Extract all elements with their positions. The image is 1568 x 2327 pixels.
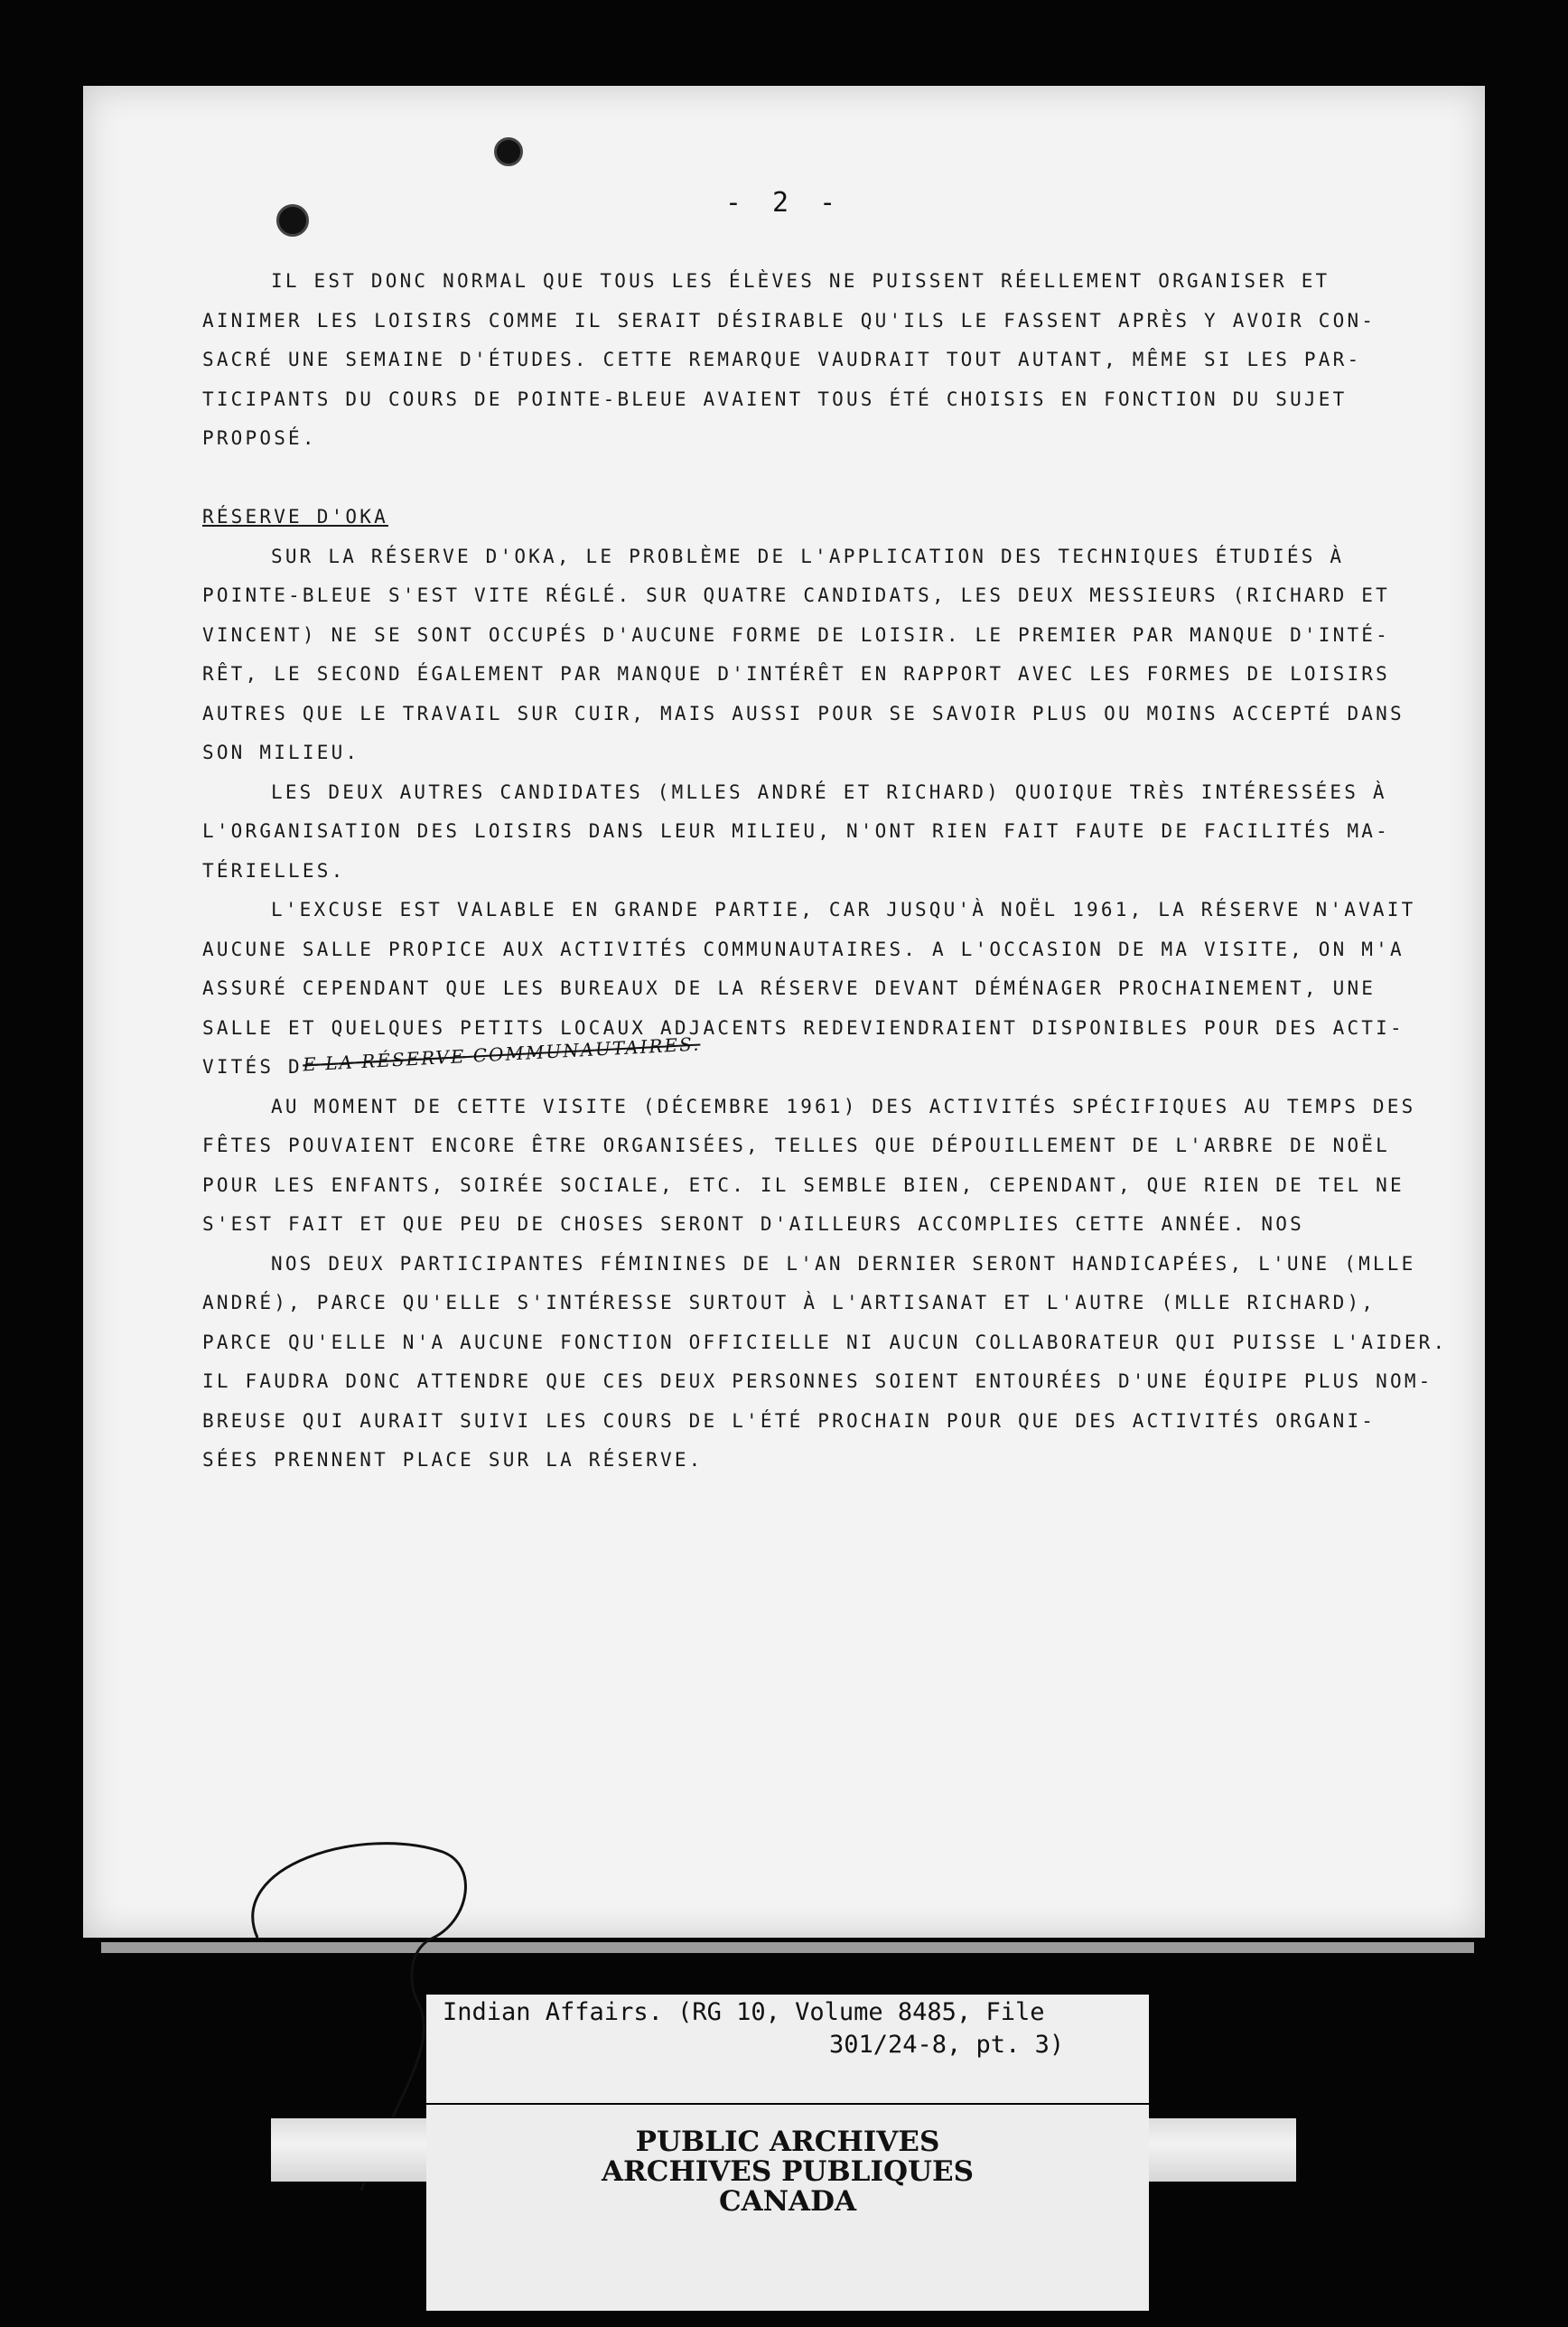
text-line: SALLE ET QUELQUES PETITS LOCAUX ADJACENTS REDEVIENDRAIENT DISPONIBLES POUR DES ACTI- (202, 1016, 1405, 1039)
text-line: TICIPANTS DU COURS DE POINTE-BLEUE AVAIENT TOUS ÉTÉ CHOISIS EN FONCTION DU SUJET (202, 388, 1348, 410)
text-line: POUR LES ENFANTS, SOIRÉE SOCIALE, ETC. IL SEMBLE BIEN, CEPENDANT, QUE RIEN DE TEL NE (202, 1173, 1405, 1196)
text-line: BREUSE QUI AURAIT SUIVI LES COURS DE L'ÉTÉ PROCHAIN POUR QUE DES ACTIVITÉS ORGANI- (202, 1409, 1377, 1432)
text-line-with-correction (202, 1033, 1458, 1088)
reference-line-1: Indian Affairs. (RG 10, Volume 8485, File (443, 1998, 1045, 2026)
text-line: TÉRIELLES. (202, 859, 346, 882)
text-line: AUCUNE SALLE PROPICE AUX ACTIVITÉS COMMUNAUTAIRES. A L'OCCASION DE MA VISITE, ON M'A (202, 938, 1405, 960)
text-line: SON MILIEU. (202, 742, 360, 763)
text-line: IL EST DONC NORMAL QUE TOUS LES ÉLÈVES NE PUISSENT RÉELLEMENT ORGANISER ET (271, 270, 1330, 292)
text-line: L'ORGANISATION DES LOISIRS DANS LEUR MILIEU, N'ONT RIEN FAIT FAUTE DE FACILITÉS MA- (202, 820, 1390, 842)
text-line: VINCENT) NE SE SONT OCCUPÉS D'AUCUNE FORME DE LOISIR. LE PREMIER PAR MANQUE D'INTÉ- (202, 623, 1390, 646)
document-page (83, 86, 1485, 1938)
text-line: ANDRÉ), PARCE QU'ELLE S'INTÉRESSE SURTOUT À L'ARTISANAT ET L'AUTRE (MLLE RICHARD), (202, 1292, 1377, 1313)
text-line: SUR LA RÉSERVE D'OKA, LE PROBLÈME DE L'APPLICATION DES TECHNIQUES ÉTUDIÉS À (271, 545, 1345, 567)
text-line: SÉES PRENNENT PLACE SUR LA RÉSERVE. (202, 1449, 704, 1471)
stamp-line-3: CANADA (718, 2185, 857, 2218)
text-line: NOS DEUX PARTICIPANTES FÉMININES DE L'AN DERNIER SERONT HANDICAPÉES, L'UNE (MLLE (271, 1252, 1416, 1275)
text-line: RÊT, LE SECOND ÉGALEMENT PAR MANQUE D'INTÉRÊT EN RAPPORT AVEC LES FORMES DE LOISIRS (202, 663, 1390, 685)
struck-text: E LA RÉSERVE (302, 1045, 466, 1076)
text-line: S'EST FAIT ET QUE PEU DE CHOSES SERONT D'AILLEURS ACCOMPLIES CETTE ANNÉE. NOS (202, 1213, 1304, 1235)
text-line: POINTE-BLEUE S'EST VITE RÉGLÉ. SUR QUATRE CANDIDATS, LES DEUX MESSIEURS (RICHARD ET (202, 584, 1390, 606)
section-heading: RÉSERVE D'OKA (202, 506, 388, 528)
text-line: PARCE QU'ELLE N'A AUCUNE FONCTION OFFICIELLE NI AUCUN COLLABORATEUR QUI PUISSE L'AIDER. (202, 1331, 1448, 1353)
stamp-line-2: ARCHIVES PUBLIQUES (601, 2155, 975, 2188)
text-fragment: VITÉS D (202, 1056, 303, 1078)
text-line: PROPOSÉ. (202, 427, 317, 449)
page-number: - 2 - (724, 187, 844, 219)
text-line: AINIMER LES LOISIRS COMME IL SERAIT DÉSIRABLE QU'ILS LE FASSENT APRÈS Y AVOIR CON- (202, 309, 1377, 332)
text-line: AUTRES QUE LE TRAVAIL SUR CUIR, MAIS AUSSI POUR SE SAVOIR PLUS OU MOINS ACCEPTÉ DANS (202, 702, 1405, 724)
reference-line-2: 301/24-8, pt. 3) (829, 2031, 1065, 2059)
text-line: IL FAUDRA DONC ATTENDRE QUE CES DEUX PERSONNES SOIENT ENTOURÉES D'UNE ÉQUIPE PLUS NOM- (202, 1370, 1433, 1392)
typed-text-body (202, 262, 1458, 1481)
archival-reference-label (426, 1995, 1149, 2103)
text-line: FÊTES POUVAIENT ENCORE ÊTRE ORGANISÉES, TELLES QUE DÉPOUILLEMENT DE L'ARBRE DE NOËL (202, 1135, 1390, 1156)
stamp-line-1: PUBLIC ARCHIVES (635, 2126, 940, 2158)
text-line: ASSURÉ CEPENDANT QUE LES BUREAUX DE LA RÉSERVE DEVANT DÉMÉNAGER PROCHAINEMENT, UNE (202, 977, 1377, 999)
text-line: L'EXCUSE EST VALABLE EN GRANDE PARTIE, CAR JUSQU'À NOËL 1961, LA RÉSERVE N'AVAIT (271, 899, 1416, 921)
punch-hole-top (494, 137, 523, 166)
text-line: SACRÉ UNE SEMAINE D'ÉTUDES. CETTE REMARQUE VAUDRAIT TOUT AUTANT, MÊME SI LES PAR- (202, 349, 1362, 370)
archive-stamp-card (426, 2105, 1149, 2311)
text-line: AU MOMENT DE CETTE VISITE (DÉCEMBRE 1961) DES ACTIVITÉS SPÉCIFIQUES AU TEMPS DES (271, 1095, 1416, 1117)
handwritten-insertion: COMMUNAUTAIRES. (472, 1033, 701, 1067)
text-line: LES DEUX AUTRES CANDIDATES (MLLES ANDRÉ ET RICHARD) QUOIQUE TRÈS INTÉRESSÉES À (271, 780, 1387, 803)
